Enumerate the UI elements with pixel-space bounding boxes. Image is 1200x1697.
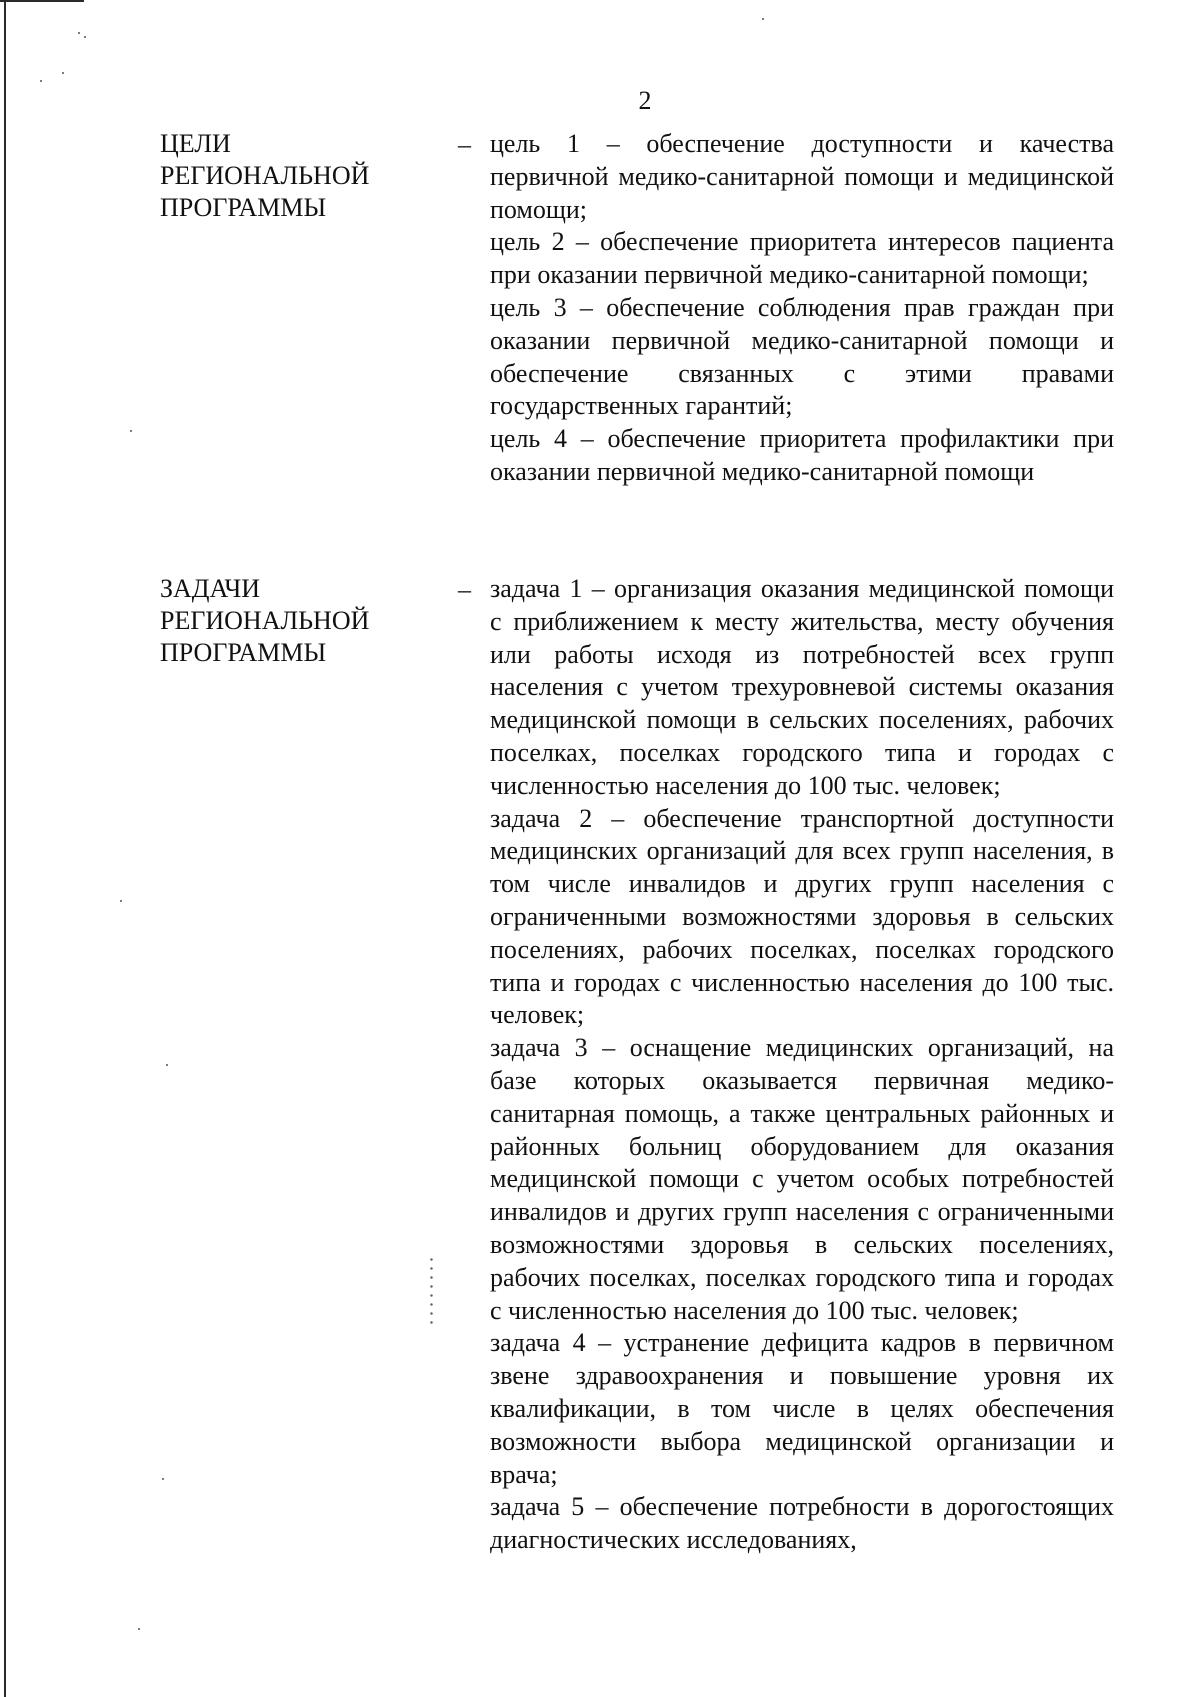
- goals-section: [0, 128, 1200, 548]
- tasks-label: [160, 573, 420, 669]
- goal-item: цель 2 – обеспечение приоритета интересов пациента при оказании первичной медико-санитарной помощи;: [490, 227, 1114, 290]
- goals-list: [490, 128, 1114, 489]
- task-item: задача 2 – обеспечение транспортной доступности медицинских организаций для всех групп населения, в том числе инвалидов и других групп населения с ограниченными возможностями здоровья в сельских поселениях, рабочих поселках, поселках городского типа и городах с численностью населения до 100 тыс. человек;: [490, 803, 1114, 1030]
- scan-speck: [40, 80, 42, 82]
- label-line: ЗАДАЧИ: [160, 574, 261, 603]
- task-item: задача 1 – организация оказания медицинской помощи с приближением к месту жительства, месту обучения или работы исходя из потребностей всех групп населения с учетом трехуровневой системы оказания медицинской помощи в сельских поселениях, рабочих поселках, поселках городского типа и городах с численностью населения до 100 тыс. человек;: [490, 574, 1114, 800]
- goal-item: цель 3 – обеспечение соблюдения прав граждан при оказании первичной медико-санитарной помощи и обеспечение связанных с этими правами государственных гарантий;: [490, 292, 1114, 421]
- scan-speck: [78, 32, 80, 34]
- goal-item: цель 4 – обеспечение приоритета профилактики при оказании первичной медико-санитарной помощи: [490, 424, 1114, 486]
- label-line: ПРОГРАММЫ: [160, 638, 327, 667]
- list-dash: –: [458, 575, 471, 604]
- task-item: задача 3 – оснащение медицинских организаций, на базе которых оказывается первичная медико-санитарная помощь, а также центральных районных и районных больниц оборудованием для оказания медицинской помощи с учетом особых потребностей инвалидов и других групп населения с ограниченными возможностями здоровья в сельских поселениях, рабочих поселках, поселках городского типа и городах с численностью населения до 100 тыс. человек;: [490, 1033, 1114, 1325]
- scan-speck: [62, 72, 64, 74]
- label-line: РЕГИОНАЛЬНОЙ: [160, 161, 370, 190]
- task-item: задача 4 – устранение дефицита кадров в первичном звене здравоохранения и повышение уровня их квалификации, в том числе в целях обеспечения возможности выбора медицинской организации и врача;: [490, 1328, 1114, 1489]
- list-dash: –: [458, 130, 471, 159]
- tasks-list: [490, 573, 1114, 1557]
- label-line: РЕГИОНАЛЬНОЙ: [160, 606, 370, 635]
- scan-edge-top: [0, 0, 84, 2]
- tasks-section: [0, 573, 1200, 1663]
- label-line: ПРОГРАММЫ: [160, 193, 327, 222]
- scan-speck: [762, 18, 764, 20]
- task-item: задача 5 – обеспечение потребности в дорогостоящих диагностических исследованиях,: [490, 1492, 1114, 1555]
- scan-speck: [84, 36, 86, 38]
- goals-label: [160, 128, 420, 224]
- goal-item: цель 1 – обеспечение доступности и качества первичной медико-санитарной помощи и медицинской помощи;: [490, 129, 1114, 224]
- label-line: ЦЕЛИ: [160, 129, 231, 158]
- page-number: 2: [638, 86, 652, 115]
